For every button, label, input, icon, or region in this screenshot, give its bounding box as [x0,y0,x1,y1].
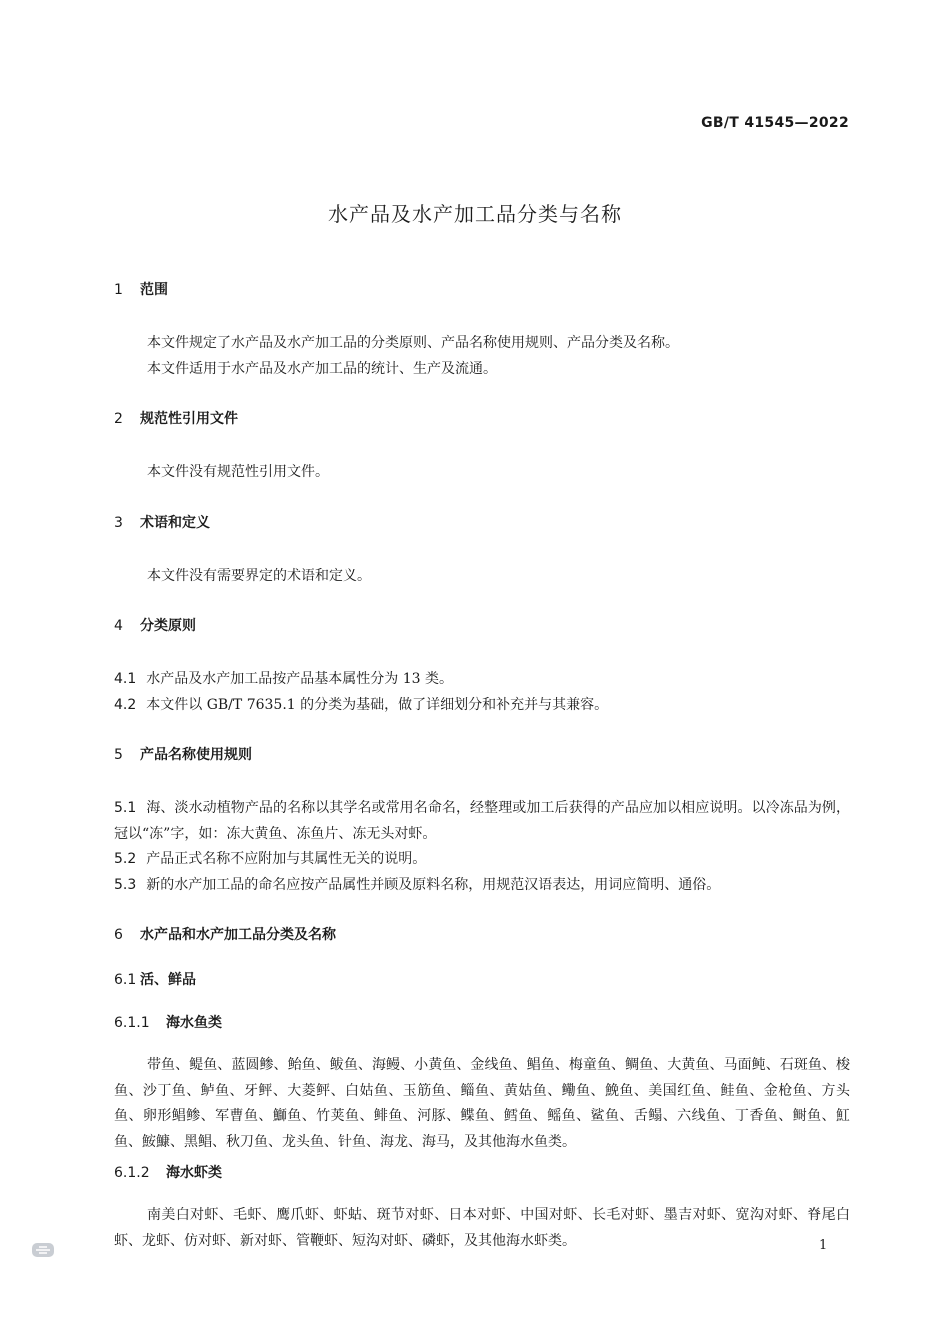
section-title: 产品名称使用规则 [140,747,252,763]
clause-5-1 [114,796,850,847]
subsection-6-1-1-heading [114,1013,850,1033]
clause-number: 5.3 [114,876,137,893]
clause-text: 海、淡水动植物产品的名称以其学名或常用名命名，经整理或加工后获得的产品应加以相应说明。以冷冻品为例，冠以“冻”字，如：冻大黄鱼、冻鱼片、冻无头对虾。 [114,800,850,842]
section-number: 6 [114,927,123,943]
section-number: 2 [114,411,123,427]
subsection-number: 6.1.2 [114,1165,150,1181]
section-number: 3 [114,514,123,531]
section-1-heading [114,280,850,300]
subsection-number: 6.1.1 [114,1015,150,1031]
section-3-heading [114,513,850,533]
section-number: 4 [114,618,123,634]
subsection-number: 6.1 [114,972,137,988]
clause-text: 本文件以 GB/T 7635.1 的分类为基础，做了详细划分和补充并与其兼容。 [146,696,609,713]
section-title: 水产品和水产加工品分类及名称 [140,927,336,943]
section-title: 范围 [140,282,168,298]
section-title: 分类原则 [140,618,196,634]
clause-number: 5.2 [114,851,137,867]
paragraph: 南美白对虾、毛虾、鹰爪虾、虾蛄、斑节对虾、日本对虾、中国对虾、长毛对虾、墨吉对虾、宽沟对虾、脊尾白虾、龙虾、仿对虾、新对虾、管鞭虾、短沟对虾、磷虾，及其他海水虾类。 [114,1207,850,1249]
clause-text: 新的水产加工品的命名应按产品属性并顾及原料名称，用规范汉语表达，用词应简明、通俗。 [146,876,721,893]
subsection-title: 海水鱼类 [166,1015,222,1031]
section-title: 术语和定义 [140,514,210,531]
clause-number: 4.1 [114,671,137,687]
paragraph: 本文件适用于水产品及水产加工品的统计、生产及流通。 [147,360,497,377]
section-number: 1 [114,282,123,298]
clause-5-2 [114,847,850,873]
clause-5-3 [114,873,850,899]
page-number: 1 [819,1238,828,1253]
subsection-6-1-heading [114,970,850,990]
paragraph: 本文件规定了水产品及水产加工品的分类原则、产品名称使用规则、产品分类及名称。 [147,335,679,351]
clause-number: 4.2 [114,696,137,713]
section-4-heading [114,616,850,636]
document-title: 水产品及水产加工品分类与名称 [328,202,622,226]
sac-logo-icon [31,1240,55,1260]
clause-text: 产品正式名称不应附加与其属性无关的说明。 [146,851,427,867]
subsection-title: 海水虾类 [166,1165,222,1181]
standard-code: GB/T 41545—2022 [701,115,849,131]
paragraph: 带鱼、鳀鱼、蓝圆鲹、鲐鱼、鲅鱼、海鳗、小黄鱼、金线鱼、鲳鱼、梅童鱼、鲷鱼、大黄鱼、马面鲀、石斑鱼、梭鱼、沙丁鱼、鲈鱼、牙鲆、大菱鲆、白姑鱼、玉筋鱼、鲻鱼、黄姑鱼、鳓鱼、鮸鱼、美国红鱼、鲑鱼、金枪鱼、方头鱼、卵形鲳鲹、军曹鱼、鰤鱼、竹荚鱼、鲱鱼、河豚、鲽鱼、鳕鱼、鳐鱼、鲨鱼、舌鳎、六线鱼、丁香鱼、鲥鱼、魟鱼、鮟鱇、黑鲳、秋刀鱼、龙头鱼、针鱼、海龙、海马，及其他海水鱼类。 [114,1057,850,1150]
subsection-6-1-2-heading [114,1163,850,1183]
section-6-heading [114,925,850,945]
section-2-heading [114,409,850,429]
section-title: 规范性引用文件 [140,411,238,427]
clause-text: 水产品及水产加工品按产品基本属性分为 13 类。 [146,671,453,687]
paragraph: 本文件没有规范性引用文件。 [147,464,329,480]
section-number: 5 [114,747,123,763]
clause-number: 5.1 [114,800,137,816]
paragraph: 本文件没有需要界定的术语和定义。 [147,567,371,584]
clause-4-2 [114,693,850,719]
subsection-title: 活、鲜品 [140,972,196,988]
section-5-heading [114,745,850,765]
document-body [114,280,850,1254]
clause-4-1 [114,667,850,693]
